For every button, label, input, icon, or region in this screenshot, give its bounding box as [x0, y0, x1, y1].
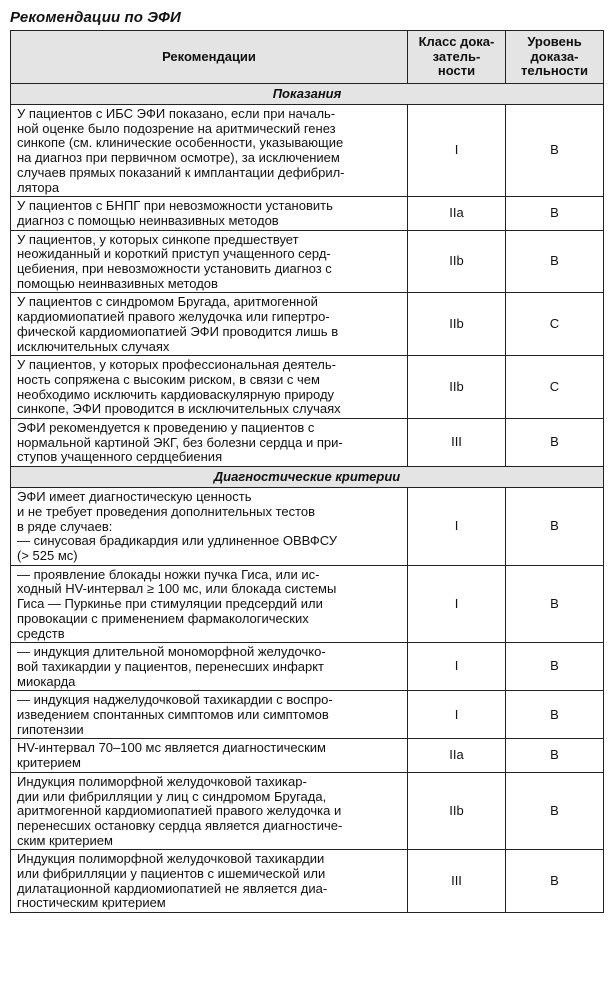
table-row	[11, 419, 604, 467]
header-row	[11, 31, 604, 84]
evidence-level: B	[506, 739, 604, 772]
table-row	[11, 197, 604, 230]
recommendation-line: У пациентов, у которых синкопе предшествует	[17, 231, 299, 247]
table-body	[11, 84, 604, 913]
evidence-level: B	[506, 419, 604, 467]
evidence-level: B	[506, 772, 604, 850]
recommendation-line: У пациентов с БНПГ при невозможности установить	[17, 198, 333, 214]
recommendation-line: HV-интервал 70–100 мс является диагностическим	[17, 740, 326, 756]
recommendation-line: ступов учащенного сердцебиения	[17, 449, 223, 465]
evidence-level: C	[506, 293, 604, 356]
table-row	[11, 230, 604, 293]
recommendation-line: — проявление блокады ножки пучка Гиса, или ис-	[17, 566, 320, 582]
evidence-level: B	[506, 691, 604, 739]
recommendation-text	[11, 105, 408, 197]
recommendation-class: I	[408, 488, 506, 566]
header-level-line: тельности	[520, 63, 589, 79]
recommendation-class: III	[408, 850, 506, 913]
evidence-level: C	[506, 356, 604, 419]
recommendation-line: в ряде случаев:	[17, 518, 113, 534]
header-level-line: доказа-	[530, 48, 579, 64]
section-title: Диагностические критерии	[11, 467, 604, 488]
evidence-level: B	[506, 850, 604, 913]
recommendation-text	[11, 772, 408, 850]
recommendation-text	[11, 488, 408, 566]
header-class	[408, 31, 506, 84]
table-row	[11, 772, 604, 850]
table-row	[11, 565, 604, 643]
recommendation-line: — индукция наджелудочковой тахикардии с воспро-	[17, 692, 333, 708]
recommendation-line: ной оценке было подозрение на аритмический генез	[17, 120, 336, 136]
recommendation-line: Индукция полиморфной желудочковой тахикардии	[17, 851, 325, 867]
recommendation-line: случаев прямых показаний к имплантации дефибрил-	[17, 164, 345, 180]
section-title: Показания	[11, 84, 604, 105]
recommendation-line: гипотензии	[17, 721, 84, 737]
recommendation-text	[11, 850, 408, 913]
evidence-level: B	[506, 488, 604, 566]
recommendation-line: на диагноз при первичном осмотре), за исключением	[17, 150, 340, 166]
evidence-level: B	[506, 565, 604, 643]
table-row	[11, 105, 604, 197]
recommendation-text	[11, 197, 408, 230]
recommendation-line: нормальной картиной ЭКГ, без болезни сердца и при-	[17, 434, 343, 450]
recommendation-text	[11, 691, 408, 739]
recommendation-line: ЭФИ имеет диагностическую ценность	[17, 489, 252, 505]
recommendation-line: цебиения, при невозможности установить диагноз с	[17, 261, 332, 277]
recommendation-line: или фибрилляции у пациентов с ишемической или	[17, 866, 326, 882]
recommendation-line: изведением спонтанных симптомов или симптомов	[17, 707, 329, 723]
recommendation-line: У пациентов с синдромом Бругада, аритмогенной	[17, 294, 318, 310]
recommendation-text	[11, 230, 408, 293]
recommendation-class: IIb	[408, 230, 506, 293]
recommendation-line: У пациентов, у которых профессиональная деятель-	[17, 357, 336, 373]
recommendation-line: — синусовая брадикардия или удлиненное ОВВФСУ	[17, 533, 337, 549]
evidence-level: B	[506, 197, 604, 230]
recommendation-class: IIb	[408, 293, 506, 356]
table-row	[11, 643, 604, 691]
recommendation-line: необходимо исключить кардиоваскулярную природу	[17, 386, 335, 402]
recommendation-text	[11, 419, 408, 467]
evidence-level: B	[506, 105, 604, 197]
recommendation-line: критерием	[17, 755, 81, 771]
header-level	[506, 31, 604, 84]
recommendation-line: лятора	[17, 179, 60, 195]
recommendation-line: вой тахикардии у пациентов, перенесших инфаркт	[17, 658, 325, 674]
recommendation-line: (> 525 мс)	[17, 547, 78, 563]
section-row	[11, 84, 604, 105]
recommendation-line: аритмогенной кардиомиопатией правого желудочка и	[17, 803, 342, 819]
header-class-line: ности	[437, 63, 476, 79]
recommendation-line: средств	[17, 625, 65, 641]
recommendation-class: IIb	[408, 772, 506, 850]
evidence-level: B	[506, 643, 604, 691]
recommendation-text	[11, 565, 408, 643]
table-row	[11, 739, 604, 772]
recommendation-text	[11, 739, 408, 772]
table-row	[11, 293, 604, 356]
recommendation-line: ским критерием	[17, 832, 113, 848]
recommendation-class: IIa	[408, 739, 506, 772]
recommendation-line: синкопе (см. клинические особенности, указывающие	[17, 135, 344, 151]
recommendation-class: I	[408, 105, 506, 197]
recommendation-line: миокарда	[17, 673, 76, 689]
table-row	[11, 356, 604, 419]
recommendation-text	[11, 356, 408, 419]
recommendation-line: помощью неинвазивных методов	[17, 275, 218, 291]
header-class-line: Класс дока-	[418, 33, 495, 49]
recommendation-line: фической кардиомиопатией ЭФИ проводится лишь в	[17, 323, 339, 339]
evidence-level: B	[506, 230, 604, 293]
recommendations-table	[10, 30, 604, 913]
recommendation-line: кардиомиопатией правого желудочка или гипертро-	[17, 309, 330, 325]
recommendation-line: и не требует проведения дополнительных тестов	[17, 503, 316, 519]
recommendation-line: Гиса — Пуркинье при стимуляции предсердий или	[17, 596, 323, 612]
table-header	[11, 31, 604, 84]
recommendation-class: IIa	[408, 197, 506, 230]
section-row	[11, 467, 604, 488]
recommendation-class: I	[408, 691, 506, 739]
recommendation-class: III	[408, 419, 506, 467]
recommendation-line: ЭФИ рекомендуется к проведению у пациентов с	[17, 420, 315, 436]
recommendation-line: ность сопряжена с высоким риском, в связи с чем	[17, 371, 320, 387]
recommendation-line: диагноз с помощью неинвазивных методов	[17, 212, 279, 228]
recommendation-line: неожиданный и короткий приступ учащенного серд-	[17, 246, 331, 262]
recommendation-line: синкопе, ЭФИ проводится в исключительных случаях	[17, 401, 341, 417]
recommendation-class: IIb	[408, 356, 506, 419]
table-row	[11, 488, 604, 566]
recommendation-line: провокации с применением фармакологических	[17, 610, 309, 626]
recommendation-line: ходный HV-интервал ≥ 100 мс, или блокада системы	[17, 581, 337, 597]
table-row	[11, 691, 604, 739]
recommendation-line: гностическим критерием	[17, 895, 166, 911]
header-level-line: Уровень	[527, 33, 582, 49]
recommendation-text	[11, 293, 408, 356]
header-recommendations: Рекомендации	[11, 31, 408, 84]
recommendation-line: перенесших остановку сердца является диагностиче-	[17, 817, 343, 833]
recommendation-line: исключительных случаях	[17, 338, 170, 354]
recommendation-line: У пациентов с ИБС ЭФИ показано, если при началь-	[17, 106, 336, 121]
recommendation-class: I	[408, 643, 506, 691]
recommendation-line: дии или фибрилляции у лиц с синдромом Бругада,	[17, 788, 327, 804]
recommendation-line: Индукция полиморфной желудочковой тахикар-	[17, 773, 307, 789]
recommendation-line: дилатационной кардиомиопатией не является диа-	[17, 880, 328, 896]
recommendation-class: I	[408, 565, 506, 643]
table-row	[11, 850, 604, 913]
header-class-line: затель-	[432, 48, 481, 64]
recommendation-text	[11, 643, 408, 691]
recommendation-line: — индукция длительной мономорфной желудочко-	[17, 644, 326, 660]
document-title: Рекомендации по ЭФИ	[10, 9, 181, 26]
